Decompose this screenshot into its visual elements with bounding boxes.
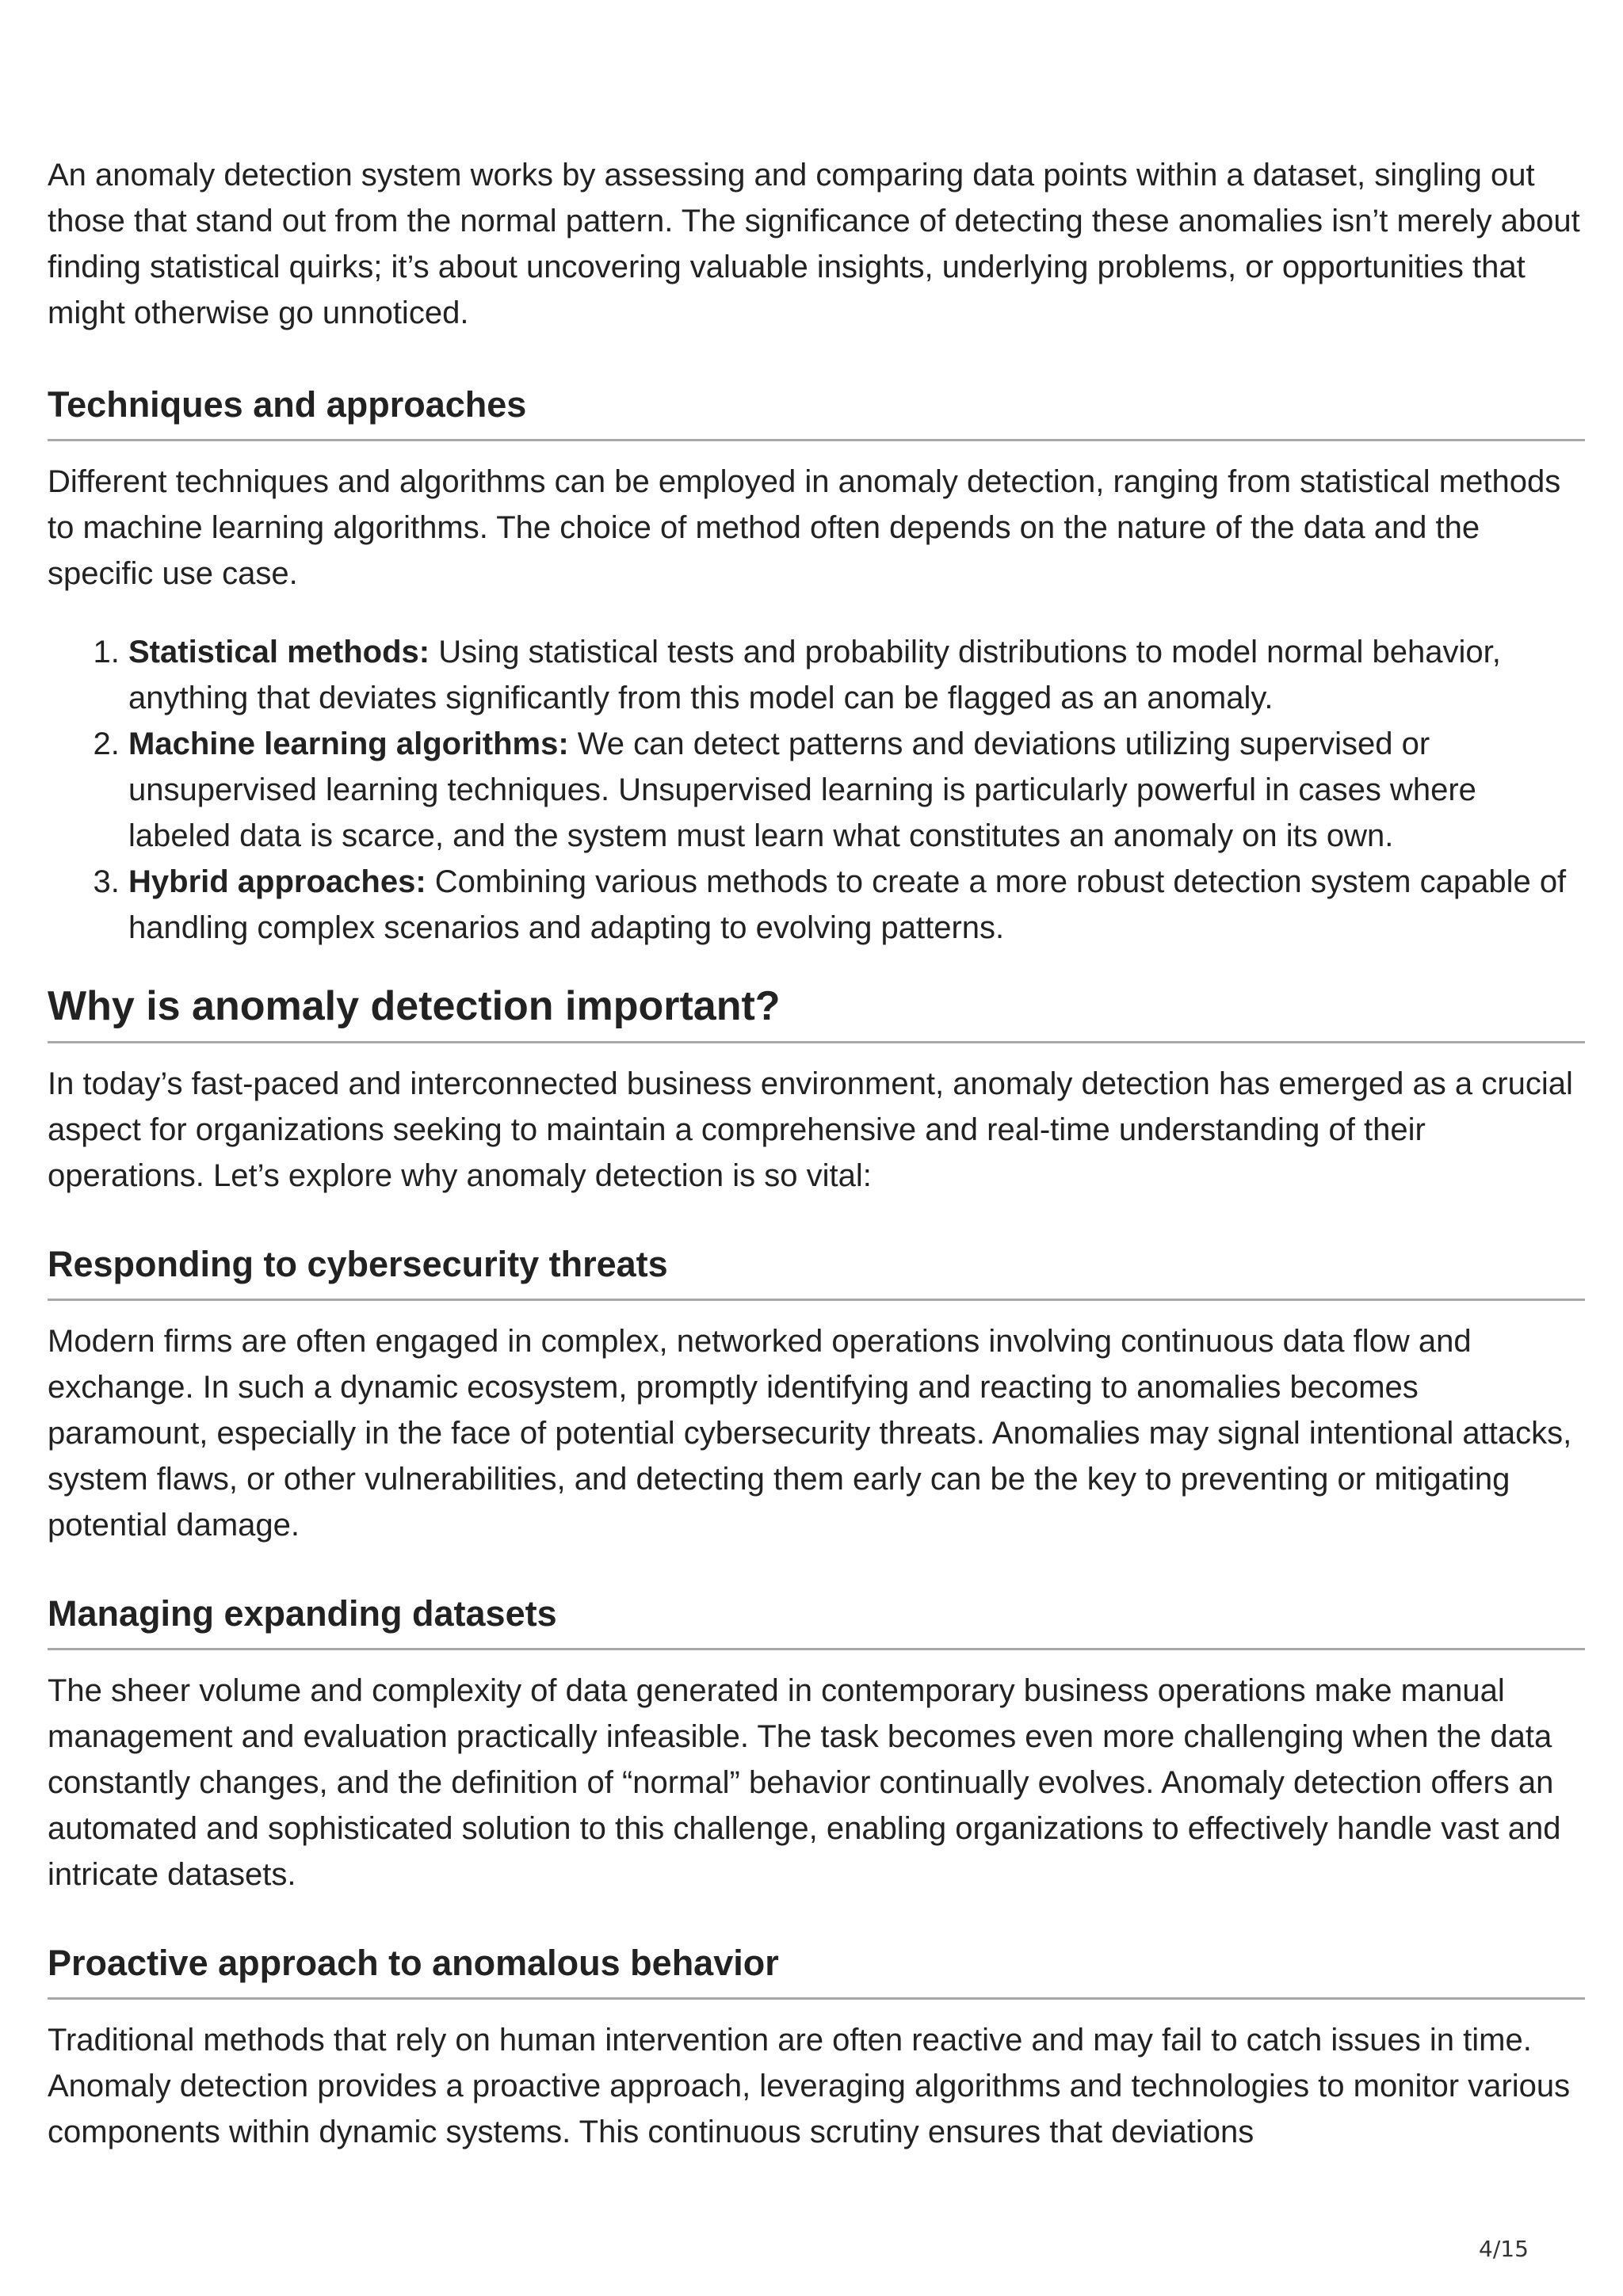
importance-paragraph: In today’s fast-paced and interconnected business environment, anomaly detection has emerged as a crucial aspect for organizations seeking to maintain a comprehensive and real-time understanding of their operations. Let’s explore why anomaly detection is so vital: (48, 1066, 1573, 1193)
page-number: 4/15 (1479, 2236, 1529, 2262)
list-item-term: Statistical methods: (128, 635, 430, 669)
list-item-term: Hybrid approaches: (128, 864, 426, 899)
techniques-paragraph: Different techniques and algorithms can be employed in anomaly detection, ranging from statistical methods to machine learning algorithms. The choice of method often depends on the nature of the data and the specific use case. (48, 464, 1561, 591)
techniques-heading: Techniques and approaches (48, 382, 1585, 441)
datasets-paragraph: The sheer volume and complexity of data generated in contemporary business operations make manual management and evaluation practically infeasible. The task becomes even more challenging when the data constantly changes, and the definition of “normal” behavior continually evolves. Anomaly detection offers an automated and sophisticated solution to this challenge, enabling organizations to effectively handle vast and intricate datasets. (48, 1673, 1561, 1892)
techniques-list (48, 629, 1585, 951)
list-item-desc: Combining various methods to create a more robust detection system capable of handling complex scenarios and adapting to evolving patterns. (128, 864, 1567, 945)
cybersecurity-paragraph: Modern firms are often engaged in complex, networked operations involving continuous data flow and exchange. In such a dynamic ecosystem, promptly identifying and reacting to anomalies becomes paramount, especially in the face of potential cybersecurity threats. Anomalies may signal intentional attacks, system flaws, or other vulnerabilities, and detecting them early can be the key to preventing or mitigating potential damage. (48, 1324, 1572, 1543)
proactive-paragraph: Traditional methods that rely on human intervention are often reactive and may fail to catch issues in time. Anomaly detection provides a proactive approach, leveraging algorithms and technologies to monitor various components within dynamic systems. This continuous scrutiny ensures that deviations (48, 2023, 1571, 2149)
list-item (128, 721, 1585, 859)
list-item-term: Machine learning algorithms: (128, 727, 569, 761)
document-page (48, 152, 1585, 2155)
list-item (128, 629, 1585, 721)
importance-heading: Why is anomaly detection important? (48, 981, 1585, 1043)
proactive-heading: Proactive approach to anomalous behavior (48, 1940, 1585, 2000)
list-item (128, 859, 1585, 951)
list-item-desc: We can detect patterns and deviations utilizing supervised or unsupervised learning techniques. Unsupervised learning is particularly powerful in cases where labeled data is scarce, and the system must learn what constitutes an anomaly on its own. (128, 727, 1476, 853)
cybersecurity-heading: Responding to cybersecurity threats (48, 1241, 1585, 1301)
datasets-heading: Managing expanding datasets (48, 1591, 1585, 1650)
intro-paragraph: An anomaly detection system works by assessing and comparing data points within a dataset, singling out those that stand out from the normal pattern. The significance of detecting these anomalies isn’t merely about finding statistical quirks; it’s about uncovering valuable insights, underlying problems, or opportunities that might otherwise go unnoticed. (48, 158, 1580, 330)
list-item-desc: Using statistical tests and probability distributions to model normal behavior, anything that deviates significantly from this model can be flagged as an anomaly. (128, 635, 1501, 715)
